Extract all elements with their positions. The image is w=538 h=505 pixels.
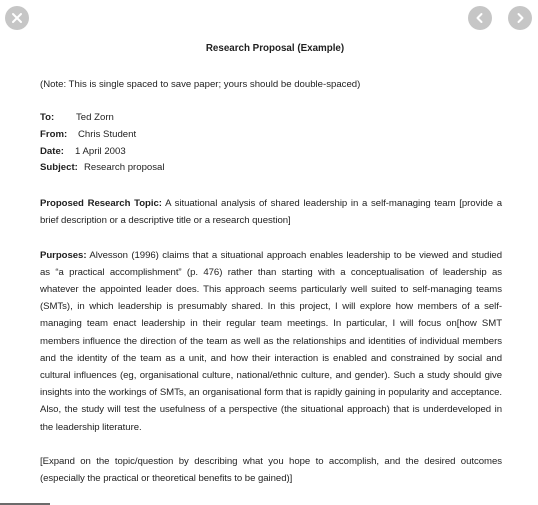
next-button[interactable] [508, 6, 532, 30]
memo-header [40, 110, 502, 177]
from-row [40, 127, 502, 144]
date-value: 1 April 2003 [75, 145, 126, 157]
close-icon [11, 12, 23, 24]
purposes-text: Alvesson (1996) claims that a situational approach enables leadership to be viewed and studied as “a practical accomplishment” (p. 476) rather than starting with a conceptualisation of leadership as whatever the appointed leader does. This approach seems particularly well suited to self-managing teams (SMTs), in which leadership is presumably shared. In this project, I will explore how members of a self-managing team enact leadership in their regular team meetings. In particular, I will focus on[how SMT members influence the direction of the team as well as the relationships and identities of individual members and the identity of the team as a unit, and how their interaction is enabled and constrained by social and cultural influences (eg, organisational culture, national/ethnic culture, and gender). Such a study should give insights into the workings of SMTs, an organisational form that is rapidly gaining in popularity and acceptance. Also, the study will test the usefulness of a perspective (the situational approach) that is underdeveloped in the leadership literature. [40, 249, 502, 433]
to-label: To: [40, 112, 55, 124]
from-value: Chris Student [78, 129, 137, 141]
from-label: From: [40, 129, 68, 141]
subject-value: Research proposal [84, 162, 165, 174]
research-topic-label: Proposed Research Topic: [40, 198, 162, 210]
subject-label: Subject: [40, 162, 78, 174]
purposes-paragraph [40, 247, 502, 436]
date-row [40, 144, 502, 161]
chevron-left-icon [474, 12, 486, 24]
document-title: Research Proposal (Example) [205, 43, 345, 54]
to-row [40, 110, 502, 127]
research-topic-text: A situational analysis of shared leadership in a self-managing team [provide a brief description or a descriptive title or a research question] [40, 198, 503, 227]
research-topic-paragraph [40, 195, 502, 229]
to-value: Ted Zorn [76, 112, 114, 124]
document-page [40, 40, 502, 504]
chevron-right-icon [514, 12, 526, 24]
purposes-label: Purposes: [40, 249, 87, 261]
close-button[interactable] [5, 6, 29, 30]
date-label: Date: [40, 145, 64, 157]
expand-note-paragraph: [Expand on the topic/question by describing what you hope to accomplish, and the desired outcomes (especially the practical or theoretical benefits to be gained)] [40, 455, 502, 484]
spacing-note: (Note: This is single spaced to save paper; yours should be double-spaced) [40, 79, 361, 91]
subject-row [40, 160, 502, 177]
previous-button[interactable] [468, 6, 492, 30]
